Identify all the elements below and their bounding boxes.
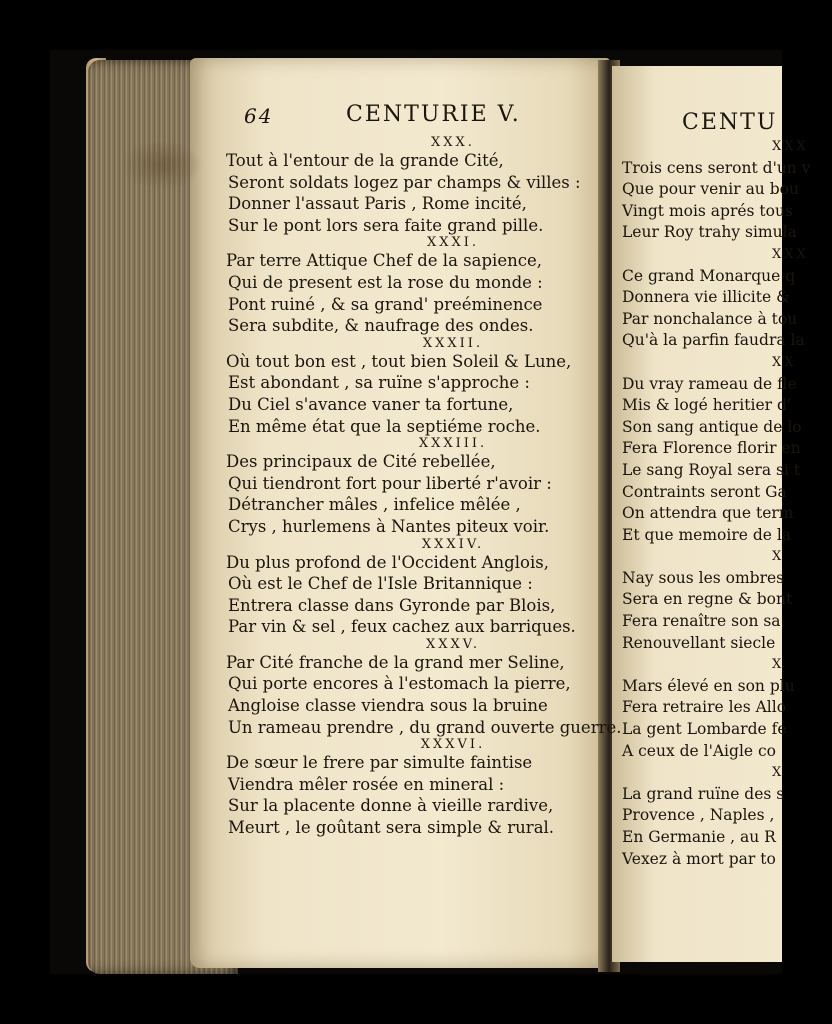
verse-line: Crys , hurlemens à Nantes piteux voir. — [228, 516, 550, 536]
right-verse-line: Ce grand Monarque q — [622, 266, 796, 285]
right-quatrain-numeral: X — [772, 657, 785, 673]
right-quatrain-numeral: X — [772, 765, 785, 781]
right-quatrain-numeral: XX — [772, 354, 797, 370]
book-photo — [50, 50, 811, 974]
right-verse-line: La grand ruïne des s — [622, 784, 785, 803]
verse-line: Angloise classe viendra sous la bruine — [228, 696, 548, 716]
verse-line: Pont ruiné , & sa grand' preéminence — [228, 294, 543, 314]
verse-line: Entrera classe dans Gyronde par Blois, — [228, 595, 556, 615]
right-verse-line: Vingt mois aprés tous — [622, 201, 793, 220]
right-verse-line: Sera en regne & bont — [622, 590, 793, 609]
verse-line: Où tout bon est , tout bien Soleil & Lune, — [226, 351, 572, 371]
right-verse-line: Et que memoire de la — [622, 525, 792, 544]
verse-line: Donner l'assaut Paris , Rome incité, — [228, 194, 527, 214]
verse-line: En même état que la septiéme roche. — [228, 416, 541, 436]
right-verse-line: Provence , Naples , — [622, 806, 775, 825]
right-verse-line: Donnera vie illicite & — [622, 288, 790, 307]
right-verse-line: Mars élevé en son plu — [622, 676, 795, 695]
right-verse-line: Renouvellant siecle — [622, 633, 776, 652]
verse-line: Tout à l'entour de la grande Cité, — [226, 151, 504, 170]
right-verse-line: Trois cens seront d'un v — [622, 158, 811, 177]
quatrain — [218, 337, 618, 437]
right-verse-line: A ceux de l'Aigle co — [622, 741, 777, 760]
verse-line: De sœur le frere par simulte faintise — [226, 753, 533, 773]
verse-line: Est abondant , sa ruïne s'approche : — [228, 373, 530, 393]
verse-line: Par vin & sel , feux cachez aux barriques. — [228, 617, 576, 637]
quatrain-numeral: XXX. — [431, 135, 475, 150]
quatrain — [218, 136, 618, 236]
quatrain — [218, 437, 618, 537]
right-verse-line: Leur Roy trahy simula — [622, 223, 797, 242]
verse-line: Qui tiendront fort pour liberté r'avoir : — [228, 473, 552, 493]
left-page-header — [218, 102, 618, 136]
left-page-text — [218, 102, 622, 839]
verse-line: Viendra mêler rosée en mineral : — [228, 774, 505, 794]
right-verse-line: Mis & logé heritier d' — [622, 396, 792, 415]
right-page — [612, 66, 811, 962]
verse-line: Du plus profond de l'Occident Anglois, — [226, 552, 549, 572]
right-verse-line: Qu'à la parfin faudra la — [622, 331, 805, 350]
verse-line: Où est le Chef de l'Isle Britannique : — [228, 574, 533, 594]
quatrain-numeral: XXXIII. — [418, 436, 488, 452]
right-verse-line: Nay sous les ombres — [622, 568, 785, 587]
quatrain-numeral: XXXII. — [422, 335, 484, 351]
right-verse-line: Fera retraire les Allo — [622, 698, 787, 717]
verse-line: Du Ciel s'avance vaner ta fortune, — [228, 394, 514, 414]
verse-line: Des principaux de Cité rebellée, — [226, 452, 496, 472]
quatrain-numeral: XXXV. — [425, 636, 480, 652]
quatrain-numeral: XXXVI. — [420, 737, 486, 753]
verse-line: Un rameau prendre , du grand ouverte guerre. — [228, 717, 622, 737]
quatrain — [218, 236, 618, 336]
verse-line: Par Cité franche de la grand mer Seline, — [226, 652, 565, 672]
right-page-text — [622, 110, 822, 870]
right-running-head: CENTU — [682, 110, 778, 135]
right-quatrain-numeral: XXX — [772, 246, 809, 262]
verse-line: Qui porte encores à l'estomach la pierre, — [228, 674, 571, 694]
verse-line: Qui de present est la rose du monde : — [228, 272, 543, 292]
verse-line: Sera subdite, & naufrage des ondes. — [228, 316, 534, 336]
running-head: CENTURIE V. — [346, 102, 521, 127]
page-stain — [122, 140, 202, 190]
right-verse-line: Fera Florence florir en — [622, 439, 801, 458]
right-verse-line: Vexez à mort par to — [622, 849, 776, 868]
quatrain — [218, 636, 622, 738]
right-verse-line: La gent Lombarde fe — [622, 720, 787, 739]
verse-line: Seront soldats logez par champs & villes : — [228, 172, 581, 192]
quatrain-numeral: XXXIV. — [421, 536, 485, 552]
right-verse-line: Le sang Royal sera si t — [622, 460, 801, 479]
right-verse-line: Fera renaître son sa — [622, 612, 781, 631]
right-verse-line: Contraints seront Ga — [622, 482, 787, 501]
right-verse-line: Par nonchalance à tou — [622, 309, 798, 328]
quatrain — [218, 538, 618, 638]
verse-line: Sur la placente donne à vieille rardive, — [228, 796, 554, 816]
right-verse-line: Son sang antique de lo — [622, 417, 802, 436]
quatrain-list — [218, 135, 622, 839]
verse-line: Détrancher mâles , infelice mêlée , — [228, 495, 521, 515]
quatrain — [218, 738, 618, 838]
quatrain-numeral: XXXI. — [426, 235, 480, 251]
right-quatrain-numeral: XXX — [772, 139, 809, 154]
right-verse-line: On attendra que term — [622, 504, 794, 523]
verse-line: Meurt , le goûtant sera simple & rural. — [228, 818, 555, 838]
right-verse-line: Du vray rameau de fle — [622, 374, 797, 393]
verse-line: Par terre Attique Chef de la sapience, — [226, 251, 542, 271]
verse-line: Sur le pont lors sera faite grand pille. — [228, 215, 544, 235]
page-number: 64 — [244, 104, 274, 128]
right-quatrain-numeral: X — [772, 549, 785, 565]
right-verse-line: En Germanie , au R — [622, 828, 776, 846]
right-verse-line: Que pour venir au bou — [622, 180, 799, 199]
